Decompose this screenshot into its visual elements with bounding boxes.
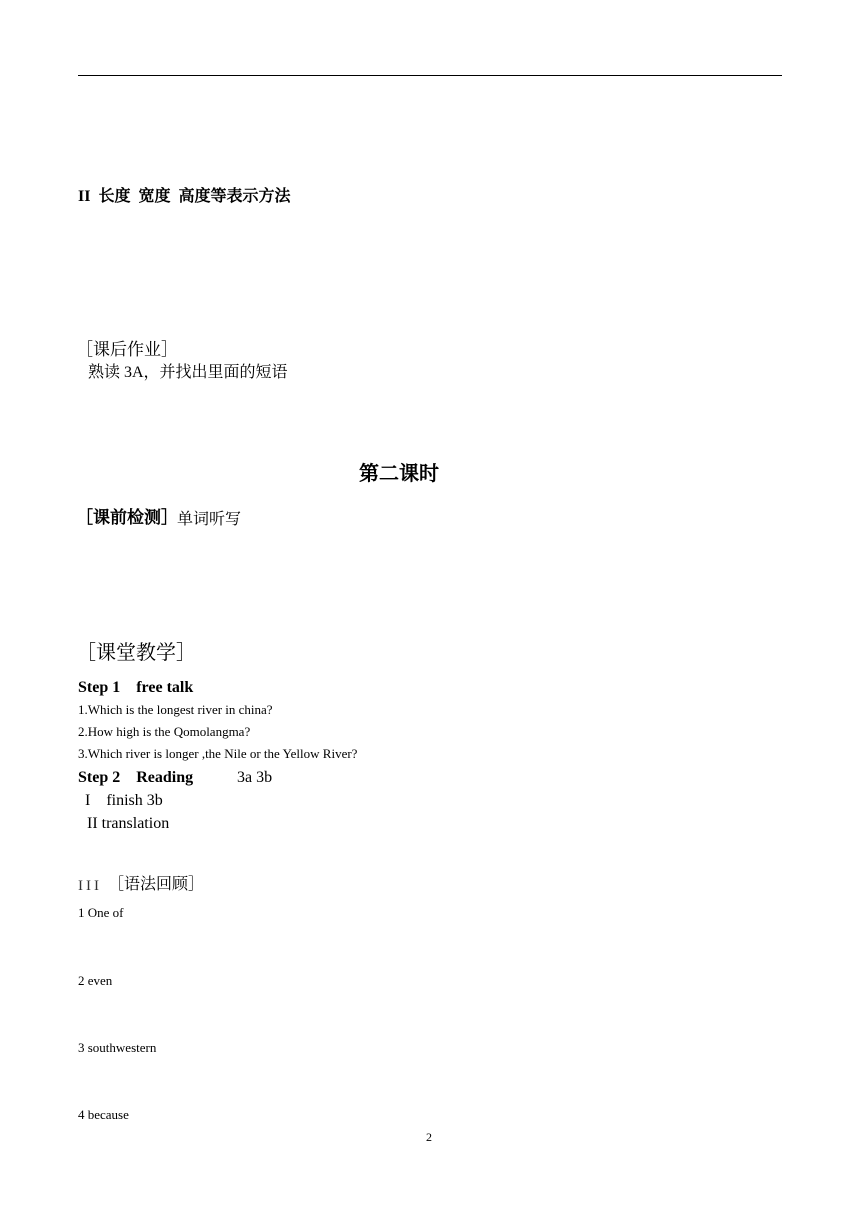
step2-item: II translation — [87, 815, 170, 832]
classroom-heading: ［课堂教学］ — [76, 642, 196, 664]
step2-extra: 3a 3b — [237, 769, 273, 786]
step1-question: 2.How high is the Qomolangma? — [78, 724, 251, 739]
grammar-item: 1 One of — [78, 905, 124, 920]
page-number: 2 — [426, 1130, 432, 1144]
pre-class-heading: ［课前检测］ — [76, 508, 178, 527]
grammar-item: 2 even — [78, 973, 113, 988]
lesson-title: 第二课时 — [359, 463, 439, 485]
step1-question: 1.Which is the longest river in china? — [78, 702, 273, 717]
step2-item: I finish 3b — [85, 792, 163, 809]
pre-class-text: 单词听写 — [177, 511, 242, 528]
grammar-numeral: III — [78, 878, 102, 894]
step1-label: Step 1 free talk — [78, 679, 194, 696]
grammar-heading: ［语法回顾］ — [108, 876, 205, 893]
homework-heading: ［课后作业］ — [76, 340, 178, 359]
step1-question: 3.Which river is longer ,the Nile or the Yellow River? — [78, 746, 358, 761]
step2-label: Step 2 Reading — [78, 769, 194, 786]
grammar-item: 4 because — [78, 1107, 129, 1122]
header-rule — [78, 75, 782, 76]
homework-text: 熟读 3A，并找出里面的短语 — [88, 364, 288, 381]
grammar-item: 3 southwestern — [78, 1040, 157, 1055]
section-ii-heading: II 长度 宽度 高度等表示方法 — [78, 188, 291, 205]
